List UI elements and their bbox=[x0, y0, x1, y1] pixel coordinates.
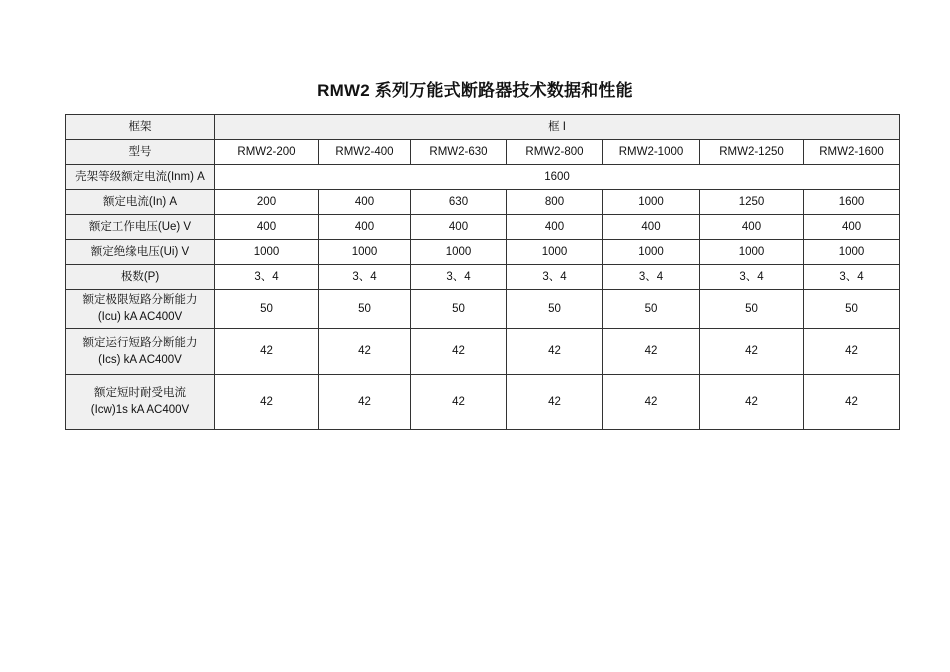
table-row bbox=[66, 375, 900, 430]
table-cell: 50 bbox=[700, 290, 804, 329]
shell-current-value: 1600 bbox=[215, 165, 900, 190]
table-cell: 3、4 bbox=[215, 265, 319, 290]
table-row bbox=[66, 215, 900, 240]
table-cell: 42 bbox=[215, 329, 319, 375]
table-row bbox=[66, 290, 900, 329]
table-row bbox=[66, 140, 900, 165]
row-label-line: 额定短时耐受电流 bbox=[94, 387, 186, 399]
table-cell: 400 bbox=[319, 215, 411, 240]
table-cell: 42 bbox=[700, 375, 804, 430]
table-cell: 3、4 bbox=[700, 265, 804, 290]
row-label-line: 额定极限短路分断能力 bbox=[82, 294, 198, 306]
table-cell: 50 bbox=[411, 290, 507, 329]
table-cell: 50 bbox=[507, 290, 603, 329]
model-cell: RMW2-1250 bbox=[700, 140, 804, 165]
row-label bbox=[66, 329, 215, 375]
model-cell: RMW2-200 bbox=[215, 140, 319, 165]
frame-value: 框 I bbox=[215, 115, 900, 140]
row-label-line: (Icu) kA AC400V bbox=[97, 311, 183, 323]
table-cell: 42 bbox=[603, 375, 700, 430]
table-cell: 400 bbox=[603, 215, 700, 240]
table-cell: 42 bbox=[603, 329, 700, 375]
table-cell: 42 bbox=[804, 329, 900, 375]
row-label: 额定绝缘电压(Ui) V bbox=[66, 240, 215, 265]
table-cell: 1250 bbox=[700, 190, 804, 215]
spec-table bbox=[65, 114, 900, 430]
table-cell: 1000 bbox=[411, 240, 507, 265]
row-label: 额定工作电压(Ue) V bbox=[66, 215, 215, 240]
table-cell: 50 bbox=[804, 290, 900, 329]
table-row bbox=[66, 190, 900, 215]
table-cell: 3、4 bbox=[411, 265, 507, 290]
table-cell: 42 bbox=[700, 329, 804, 375]
table-cell: 1000 bbox=[603, 190, 700, 215]
table-cell: 400 bbox=[804, 215, 900, 240]
table-cell: 42 bbox=[507, 329, 603, 375]
row-label: 额定电流(In) A bbox=[66, 190, 215, 215]
row-label: 框架 bbox=[66, 115, 215, 140]
table-cell: 3、4 bbox=[507, 265, 603, 290]
table-cell: 1000 bbox=[507, 240, 603, 265]
table-row bbox=[66, 329, 900, 375]
table-cell: 400 bbox=[507, 215, 603, 240]
model-cell: RMW2-1600 bbox=[804, 140, 900, 165]
row-label-line: (Icw)1s kA AC400V bbox=[90, 404, 190, 416]
table-cell: 1600 bbox=[804, 190, 900, 215]
table-cell: 42 bbox=[804, 375, 900, 430]
table-cell: 42 bbox=[411, 375, 507, 430]
table-cell: 1000 bbox=[700, 240, 804, 265]
row-label bbox=[66, 375, 215, 430]
table-row bbox=[66, 265, 900, 290]
table-cell: 400 bbox=[215, 215, 319, 240]
table-cell: 400 bbox=[700, 215, 804, 240]
table-cell: 1000 bbox=[804, 240, 900, 265]
table-cell: 50 bbox=[603, 290, 700, 329]
row-label: 型号 bbox=[66, 140, 215, 165]
row-label-line: 额定运行短路分断能力 bbox=[82, 336, 198, 349]
table-row bbox=[66, 115, 900, 140]
model-cell: RMW2-400 bbox=[319, 140, 411, 165]
table-cell: 200 bbox=[215, 190, 319, 215]
model-cell: RMW2-800 bbox=[507, 140, 603, 165]
table-cell: 42 bbox=[215, 375, 319, 430]
row-label bbox=[66, 290, 215, 329]
table-cell: 3、4 bbox=[603, 265, 700, 290]
document-title: RMW2 系列万能式断路器技术数据和性能 bbox=[317, 81, 633, 100]
model-cell: RMW2-1000 bbox=[603, 140, 700, 165]
table-cell: 42 bbox=[319, 329, 411, 375]
table-cell: 1000 bbox=[215, 240, 319, 265]
table-cell: 42 bbox=[507, 375, 603, 430]
row-label-line: (Ics) kA AC400V bbox=[98, 353, 182, 366]
table-cell: 50 bbox=[215, 290, 319, 329]
table-cell: 42 bbox=[319, 375, 411, 430]
table-cell: 400 bbox=[411, 215, 507, 240]
table-cell: 3、4 bbox=[804, 265, 900, 290]
table-cell: 42 bbox=[411, 329, 507, 375]
row-label: 极数(P) bbox=[66, 265, 215, 290]
row-label: 壳架等级额定电流(Inm) A bbox=[66, 165, 215, 190]
table-cell: 3、4 bbox=[319, 265, 411, 290]
model-cell: RMW2-630 bbox=[411, 140, 507, 165]
table-cell: 1000 bbox=[319, 240, 411, 265]
table-cell: 630 bbox=[411, 190, 507, 215]
table-cell: 50 bbox=[319, 290, 411, 329]
table-cell: 1000 bbox=[603, 240, 700, 265]
table-cell: 400 bbox=[319, 190, 411, 215]
table-row bbox=[66, 165, 900, 190]
table-row bbox=[66, 240, 900, 265]
table-cell: 800 bbox=[507, 190, 603, 215]
